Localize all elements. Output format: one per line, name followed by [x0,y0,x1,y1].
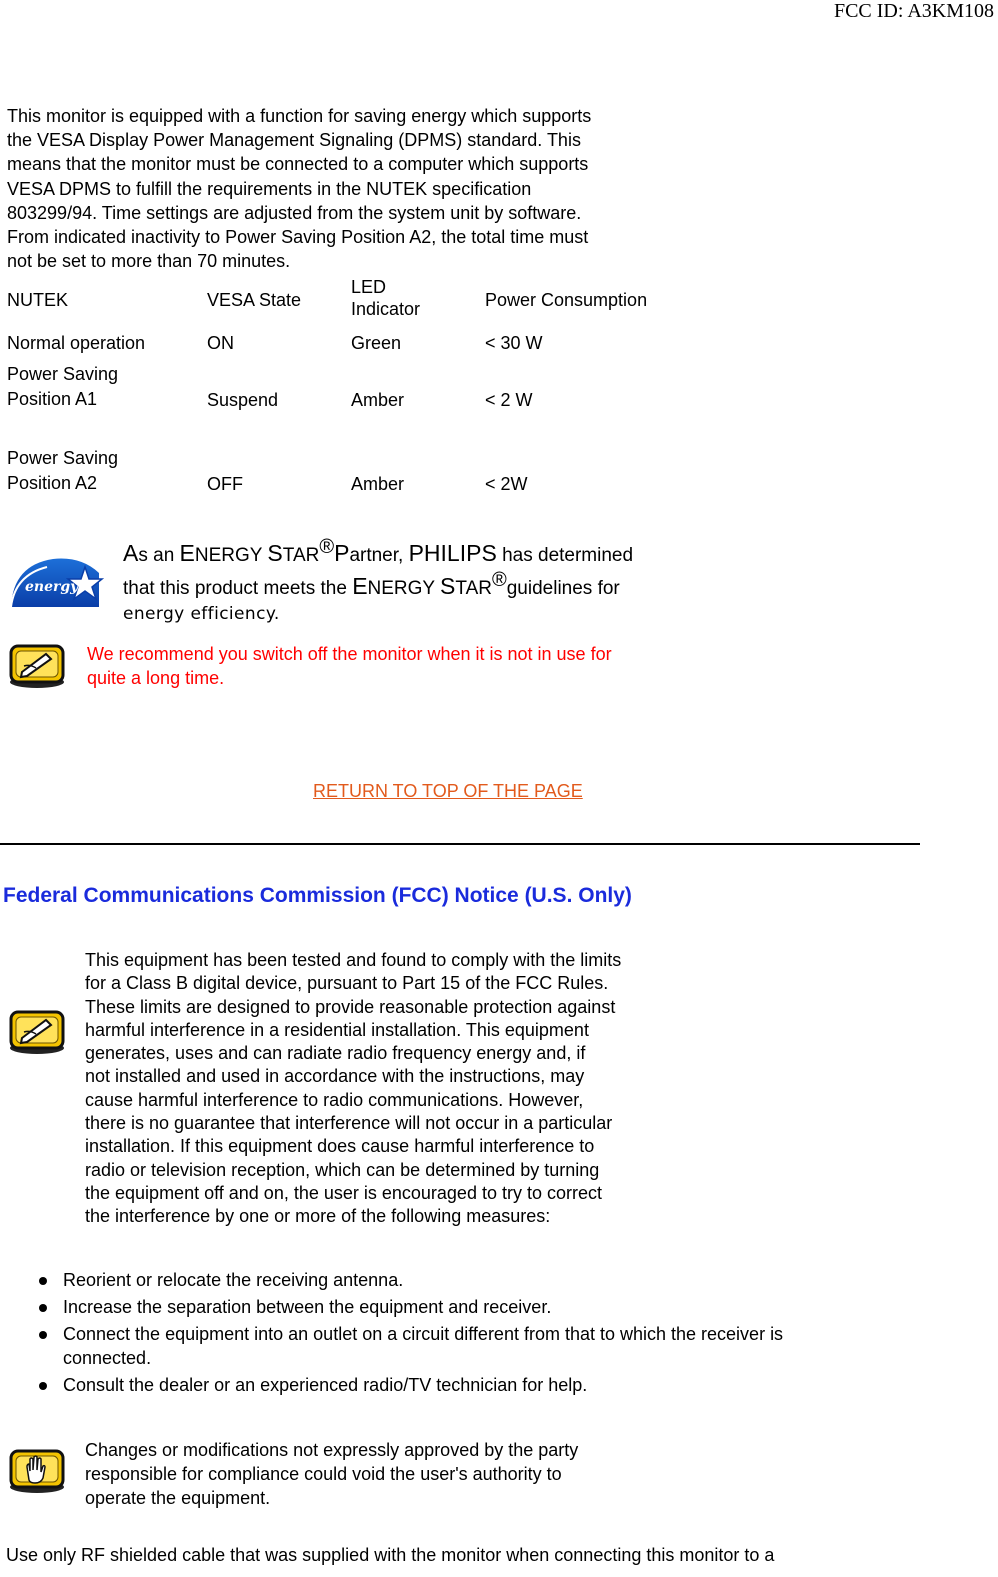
intro-line: VESA DPMS to fulfill the requirements in the NUTEK specification [7,178,532,199]
svg-text:energy: energy [25,579,79,595]
table-cell-led: Amber [351,474,405,494]
table-cell-power: < 2 W [485,390,533,410]
fcc-notice-line: for a Class B digital device, pursuant to Part 15 of the FCC Rules. [85,973,609,994]
letter: S [440,573,456,599]
fcc-notice-line: These limits are designed to provide reasonable protection against [85,996,616,1017]
return-to-top-link[interactable]: RETURN TO TOP OF THE PAGE [313,781,583,801]
note-pencil-icon [8,1008,66,1056]
fcc-notice-line: installation. If this equipment does cause harmful interference to [85,1136,595,1157]
fcc-notice-line: there is no guarantee that interference will not occur in a particular [85,1113,613,1134]
changes-warning-paragraph [85,1438,578,1510]
table-cell-power: < 30 W [485,333,543,353]
table-header-vesa-state: VESA State [207,290,302,310]
fcc-heading: Federal Communications Commission (FCC) Notice (U.S. Only) [3,884,632,907]
text: TAR [455,578,492,599]
text: TAR [282,545,320,566]
text: NERGY [367,578,441,599]
energy-star-statement [123,538,633,624]
list-item [37,1373,783,1397]
intro-line: the VESA Display Power Management Signaling (DPMS) standard. This [7,130,581,151]
intro-line: not be set to more than 70 minutes. [7,251,291,272]
table-cell-led: Green [351,333,402,353]
text: that this product meets the [123,578,353,599]
recommend-line: We recommend you switch off the monitor when it is not in use for [87,644,612,664]
table-cell-mode: Normal operation [7,333,146,353]
table-cell-state: Suspend [207,390,279,410]
energy-line-2 [123,571,633,604]
recommend-line: quite a long time. [87,668,225,688]
fcc-notice-line: the equipment off and on, the user is encouraged to try to correct [85,1182,602,1203]
registered-mark: ® [319,536,335,558]
intro-line: This monitor is equipped with a function for saving energy which supports [7,106,592,126]
bullet-icon [39,1304,47,1312]
fcc-notice-line: not installed and used in accordance with the instructions, may [85,1066,585,1087]
intro-line: 803299/94. Time settings are adjusted from the system unit by software. [7,202,582,223]
intro-line: From indicated inactivity to Power Saving Position A2, the total time must [7,227,589,248]
table-cell-state: ON [207,333,234,353]
list-item-text: Increase the separation between the equipment and receiver. [63,1297,552,1317]
letter: E [179,540,195,566]
table-cell-power: < 2W [485,474,528,494]
table-header-led-indicator [351,276,420,320]
table-cell-mode [7,446,118,496]
bullet-icon [39,1331,47,1339]
intro-paragraph [7,104,677,273]
changes-line: operate the equipment. [85,1488,271,1508]
table-cell-led: Amber [351,390,405,410]
energy-line-3: energy efficiency. [123,604,280,624]
table-cell-mode-line: Power Saving [7,448,119,468]
fcc-notice-line: radio or television reception, which can be determined by turning [85,1159,600,1180]
horizontal-divider [0,843,920,845]
changes-line: Changes or modifications not expressly approved by the party [85,1440,579,1460]
list-item-text: connected. [63,1348,152,1368]
fcc-notice-line: the interference by one or more of the following measures: [85,1206,551,1227]
text: NERGY [194,545,268,566]
text: artner, [349,545,409,566]
bullet-icon [39,1382,47,1390]
energy-line-1 [123,538,633,571]
fcc-notice-line: generates, uses and can radiate radio frequency energy and, if [85,1043,586,1064]
table-header-power-consumption: Power Consumption [485,290,648,310]
list-item-text: Connect the equipment into an outlet on a circuit different from that to which the receiver is [63,1324,784,1344]
list-item [37,1268,783,1292]
text: has determined [496,545,634,566]
table-cell-mode-line: Position A1 [7,389,98,409]
text: guidelines for [506,578,620,599]
letter: P [334,540,350,566]
recommend-notice [87,642,612,690]
fcc-notice-line: This equipment has been tested and found to comply with the limits [85,950,622,970]
fcc-notice-line: harmful interference in a residential installation. This equipment [85,1019,589,1040]
table-header-nutek: NUTEK [7,290,69,310]
measures-list [37,1268,783,1400]
shielded-cable-text: Use only RF shielded cable that was supplied with the monitor when connecting this monitor to a [6,1545,775,1565]
table-cell-mode [7,362,118,412]
fcc-notice-line: cause harmful interference to radio communications. However, [85,1089,584,1110]
registered-mark: ® [491,569,507,591]
list-item [37,1322,783,1370]
fcc-id-label: FCC ID: A3KM108 [833,0,994,22]
table-header-led: LED [351,277,387,297]
list-item [37,1295,783,1319]
intro-line: means that the monitor must be connected to a computer which supports [7,154,589,175]
energy-star-logo-icon [7,553,107,609]
letter: A [123,540,139,566]
changes-line: responsible for compliance could void the user's authority to [85,1464,562,1484]
table-header-indicator: Indicator [351,299,421,319]
table-cell-mode-line: Power Saving [7,364,119,384]
note-pencil-icon [8,642,66,690]
letter: E [352,573,368,599]
text: s an [138,545,180,566]
bullet-icon [39,1277,47,1285]
table-cell-mode-line: Position A2 [7,473,98,493]
letter: S [267,540,283,566]
philips-brand: PHILIPS [408,540,497,566]
fcc-notice-paragraph [85,949,621,1229]
stop-hand-icon [8,1447,66,1495]
list-item-text: Consult the dealer or an experienced radio/TV technician for help. [63,1375,588,1395]
table-cell-state: OFF [207,474,243,494]
list-item-text: Reorient or relocate the receiving antenna. [63,1270,404,1290]
